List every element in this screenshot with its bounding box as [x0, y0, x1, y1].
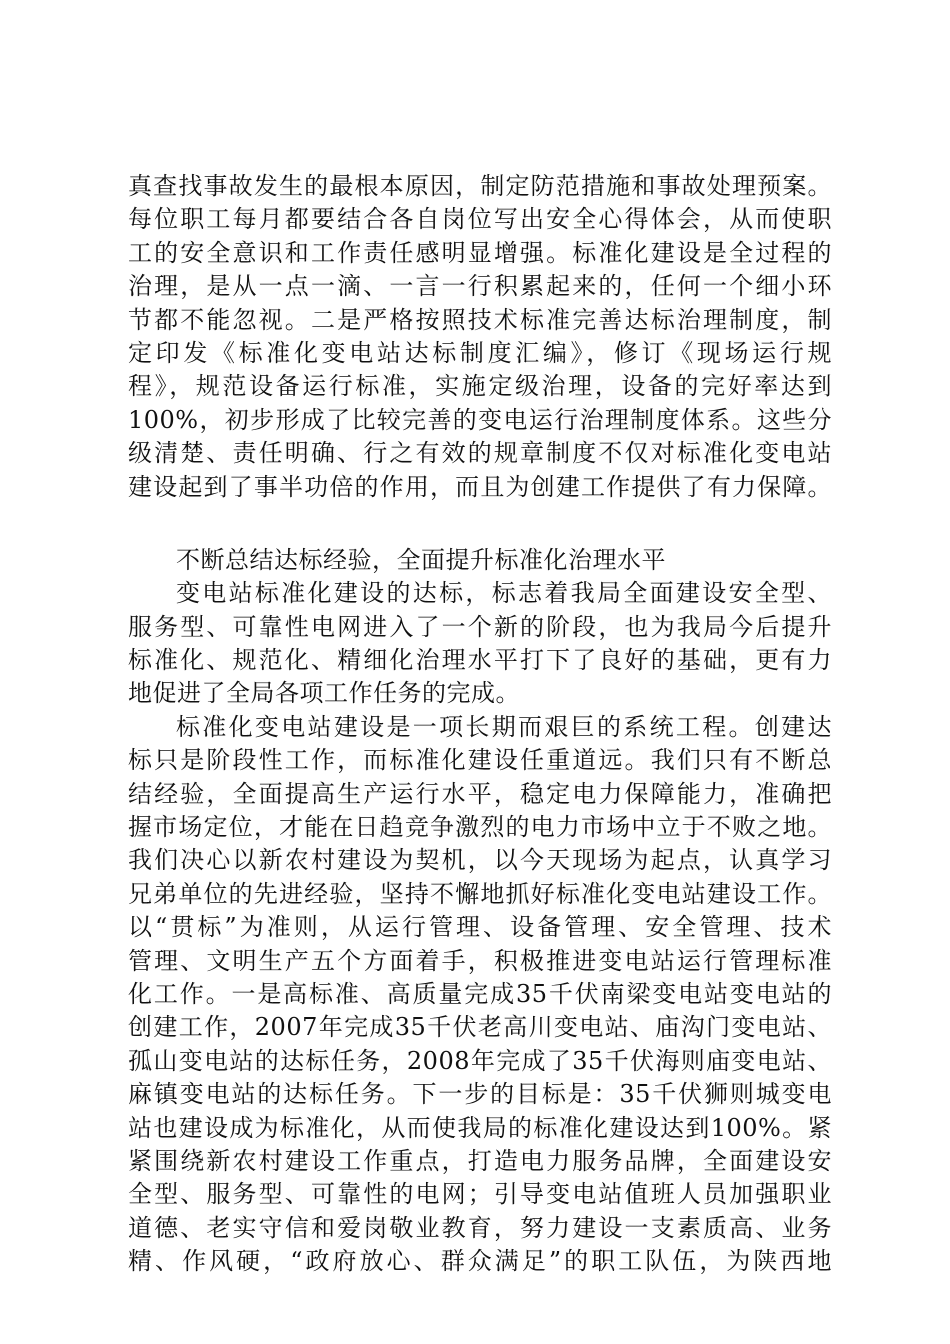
paragraph-3 [128, 711, 832, 1279]
text-line: 标只是阶段性工作，而标准化建设任重道远。我们只有不断总 [128, 746, 832, 775]
text-line: 麻镇变电站的达标任务。下一步的目标是：35千伏狮则城变电 [128, 1080, 832, 1109]
text-line: 100%，初步形成了比较完善的变电运行治理制度体系。这些分 [128, 405, 832, 434]
text-line: 工的安全意识和工作责任感明显增强。标准化建设是全过程的 [128, 238, 832, 267]
text-line: 以“贯标”为准则，从运行管理、设备管理、安全管理、技术 [128, 913, 832, 942]
paragraph-1 [128, 170, 832, 504]
text-line: 地促进了全局各项工作任务的完成。 [128, 679, 520, 708]
text-line: 管理、文明生产五个方面着手，积极推进变电站运行管理标准 [128, 946, 832, 975]
document-page [128, 170, 832, 1279]
text-line: 紧围绕新农村建设工作重点，打造电力服务品牌，全面建设安 [128, 1146, 832, 1175]
text-line: 全型、服务型、可靠性的电网；引导变电站值班人员加强职业 [128, 1180, 832, 1209]
text-line: 治理，是从一点一滴、一言一行积累起来的，任何一个细小环 [128, 272, 832, 301]
text-line: 精、作风硬，“政府放心、群众满足”的职工队伍，为陕西地 [128, 1247, 832, 1276]
paragraph-2 [128, 577, 832, 711]
text-line: 标准化、规范化、精细化治理水平打下了良好的基础，更有力 [128, 646, 832, 675]
text-line: 站也建设成为标准化，从而使我局的标准化建设达到100%。紧 [128, 1113, 832, 1142]
text-line: 建设起到了事半功倍的作用，而且为创建工作提供了有力保障。 [128, 472, 832, 501]
text-line: 结经验，全面提高生产运行水平，稳定电力保障能力，准确把 [128, 779, 832, 808]
text-line: 真查找事故发生的最根本原因，制定防范措施和事故处理预案。 [128, 172, 832, 200]
text-line: 道德、老实守信和爱岗敬业教育，努力建设一支素质高、业务 [128, 1213, 832, 1242]
text-line: 服务型、可靠性电网进入了一个新的阶段，也为我局今后提升 [128, 612, 832, 641]
text-line: 节都不能忽视。二是严格按照技术标准完善达标治理制度，制 [128, 305, 832, 334]
text-line: 标准化变电站建设是一项长期而艰巨的系统工程。创建达 [176, 712, 832, 741]
paragraph-gap [128, 504, 832, 544]
text-line: 孤山变电站的达标任务，2008年完成了35千伏海则庙变电站、 [128, 1046, 832, 1075]
text-line: 创建工作，2007年完成35千伏老高川变电站、庙沟门变电站、 [128, 1013, 832, 1042]
section-heading: 不断总结达标经验，全面提升标准化治理水平 [176, 545, 666, 574]
text-line: 握市场定位，才能在日趋竞争激烈的电力市场中立于不败之地。 [128, 813, 832, 842]
text-line: 化工作。一是高标准、高质量完成35千伏南梁变电站变电站的 [128, 979, 832, 1008]
text-line: 我们决心以新农村建设为契机，以今天现场为起点，认真学习 [128, 846, 832, 875]
text-line: 级清楚、责任明确、行之有效的规章制度不仅对标准化变电站 [128, 439, 832, 468]
text-line: 变电站标准化建设的达标，标志着我局全面建设安全型、 [176, 579, 832, 608]
text-line: 每位职工每月都要结合各自岗位写出安全心得体会，从而使职 [128, 205, 832, 234]
text-line: 定印发《标准化变电站达标制度汇编》，修订《现场运行规 [128, 338, 832, 367]
text-line: 兄弟单位的先进经验，坚持不懈地抓好标准化变电站建设工作。 [128, 879, 832, 908]
text-line: 程》，规范设备运行标准，实施定级治理，设备的完好率达到 [128, 372, 832, 401]
